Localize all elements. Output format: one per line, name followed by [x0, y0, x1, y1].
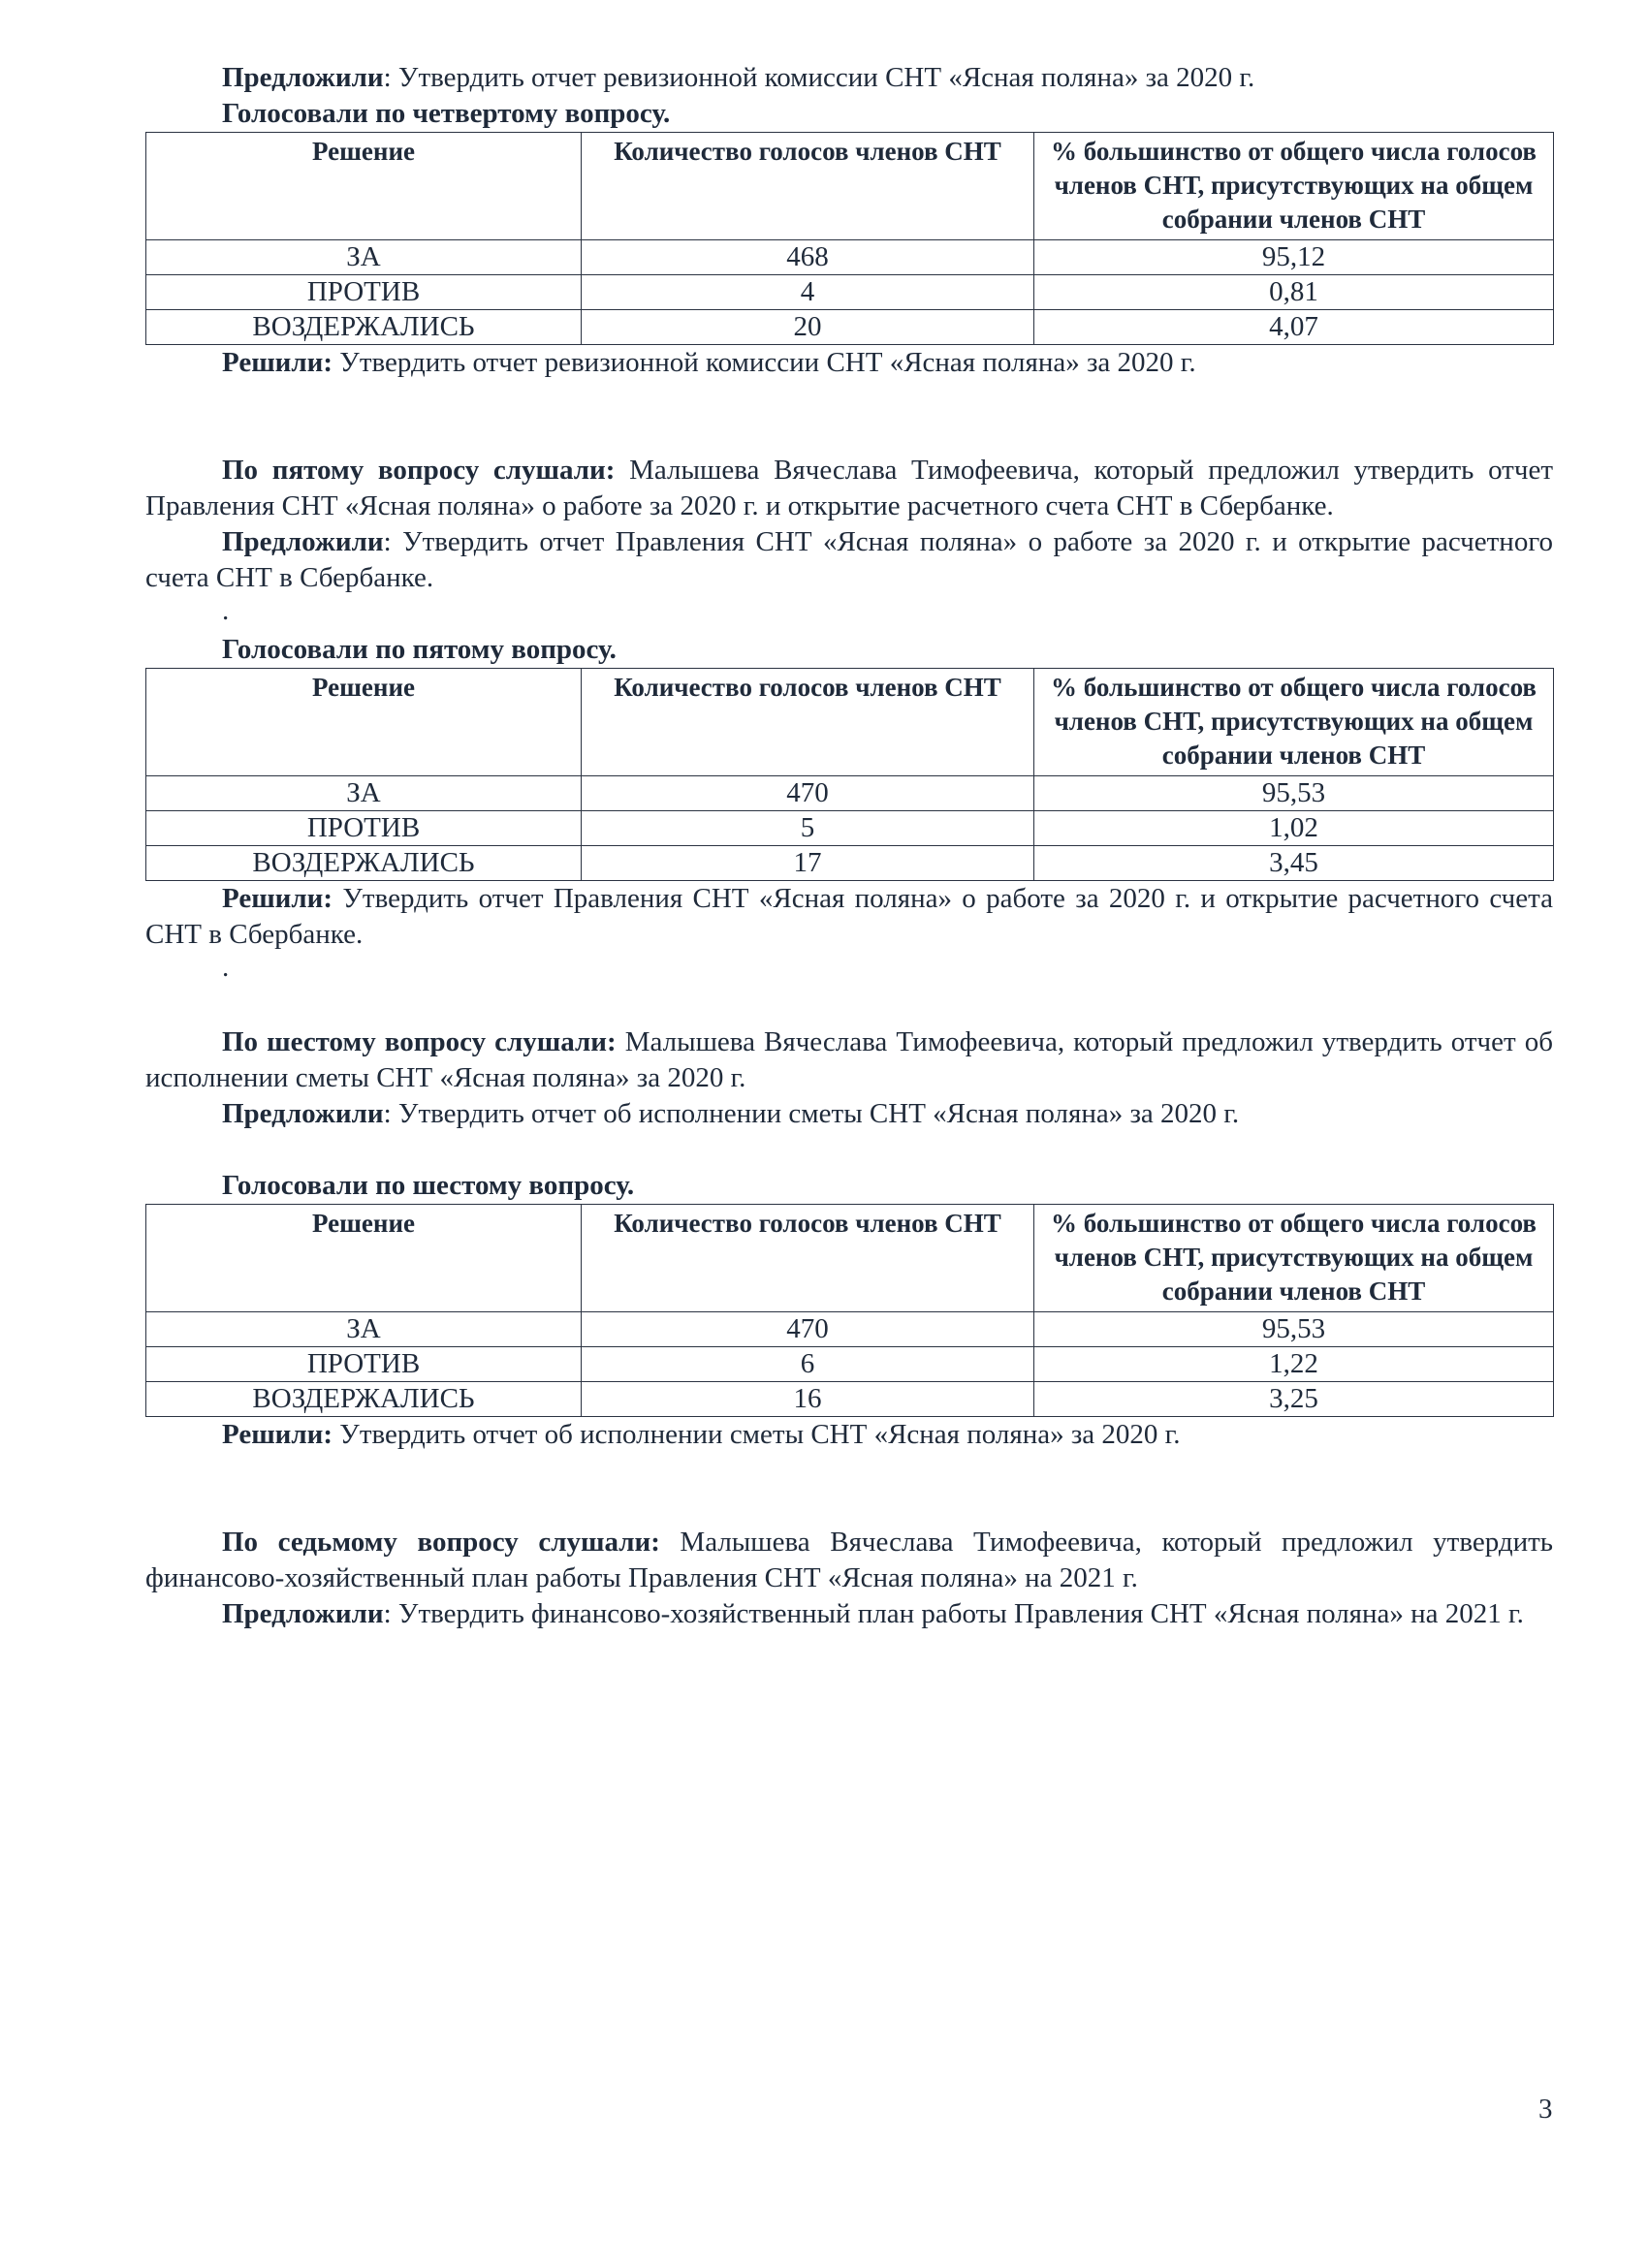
q5-dot-2: .: [222, 952, 230, 983]
q5-proposed-text: : Утвердить отчет Правления СНТ «Ясная поляна» о работе за 2020 г. и открытие расчетного счета СНТ в Сбербанке.: [145, 526, 1553, 593]
table-row: [146, 1382, 1554, 1417]
q6-heard-text: Малышева Вячеслава Тимофеевича, который предложил утвердить отчет об исполнении сметы СНТ «Ясная поляна» за 2020 г.: [145, 1026, 1553, 1093]
q5-vote-table: [145, 668, 1554, 881]
percent-against: 1,22: [1034, 1347, 1554, 1382]
q7-heard-label: По седьмому вопросу слушали:: [222, 1527, 660, 1558]
votes-for: 468: [582, 240, 1034, 275]
q4-proposed: [145, 60, 1553, 96]
q6-voted-heading: Голосовали по шестому вопросу.: [222, 1170, 635, 1201]
table-row: [146, 275, 1554, 310]
table-row: [146, 811, 1554, 846]
header-decision: Решение: [146, 1205, 582, 1312]
table-row: [146, 776, 1554, 811]
q5-decided-label: Решили:: [222, 883, 333, 914]
table-row: [146, 240, 1554, 275]
q6-decided: [145, 1417, 1553, 1453]
votes-against: 6: [582, 1347, 1034, 1382]
q4-decided: [145, 345, 1553, 381]
table-row: [146, 1347, 1554, 1382]
header-decision: Решение: [146, 669, 582, 776]
spacer: [145, 1132, 1553, 1168]
row-label-against: ПРОТИВ: [146, 811, 582, 846]
q5-heard-text: Малышева Вячеслава Тимофеевича, который предложил утвердить отчет Правления СНТ «Ясная поляна» о работе за 2020 г. и открытие расчетного счета СНТ в Сбербанке.: [145, 455, 1553, 521]
percent-for: 95,53: [1034, 776, 1554, 811]
row-label-for: ЗА: [146, 1312, 582, 1347]
q7-proposed-label: Предложили: [222, 1598, 384, 1629]
row-label-abstained: ВОЗДЕРЖАЛИСЬ: [146, 846, 582, 881]
q7-heard: [145, 1525, 1553, 1596]
q5-decided: [145, 881, 1553, 953]
header-percent: % большинство от общего числа голосов членов СНТ, присутствующих на общем собрании членов СНТ: [1034, 1205, 1554, 1312]
header-percent: % большинство от общего числа голосов членов СНТ, присутствующих на общем собрании членов СНТ: [1034, 133, 1554, 240]
table-header-row: [146, 669, 1554, 776]
q5-proposed: [145, 524, 1553, 596]
q6-heard: [145, 1024, 1553, 1096]
q4-decided-text: Утвердить отчет ревизионной комиссии СНТ «Ясная поляна» за 2020 г.: [333, 347, 1196, 378]
q4-proposed-text: : Утвердить отчет ревизионной комиссии СНТ «Ясная поляна» за 2020 г.: [383, 62, 1255, 93]
votes-against: 4: [582, 275, 1034, 310]
percent-for: 95,53: [1034, 1312, 1554, 1347]
q6-proposed-text: : Утвердить отчет об исполнении сметы СНТ «Ясная поляна» за 2020 г.: [383, 1098, 1240, 1129]
q6-proposed: [145, 1096, 1553, 1132]
q6-decided-text: Утвердить отчет об исполнении сметы СНТ «Ясная поляна» за 2020 г.: [333, 1419, 1181, 1450]
q6-vote-table: [145, 1204, 1554, 1417]
row-label-against: ПРОТИВ: [146, 1347, 582, 1382]
votes-for: 470: [582, 1312, 1034, 1347]
header-decision: Решение: [146, 133, 582, 240]
percent-abstained: 3,25: [1034, 1382, 1554, 1417]
q7-heard-text: Малышева Вячеслава Тимофеевича, который предложил утвердить финансово-хозяйственный план работы Правления СНТ «Ясная поляна» на 2021 г.: [145, 1527, 1553, 1593]
percent-against: 0,81: [1034, 275, 1554, 310]
q5-decided-text: Утвердить отчет Правления СНТ «Ясная поляна» о работе за 2020 г. и открытие расчетного счета СНТ в Сбербанке.: [145, 883, 1553, 950]
row-label-against: ПРОТИВ: [146, 275, 582, 310]
q7-proposed: [145, 1596, 1553, 1632]
row-label-abstained: ВОЗДЕРЖАЛИСЬ: [146, 1382, 582, 1417]
q4-vote-table: [145, 132, 1554, 345]
q5-dot: .: [222, 595, 230, 626]
percent-abstained: 3,45: [1034, 846, 1554, 881]
header-percent: % большинство от общего числа голосов членов СНТ, присутствующих на общем собрании членов СНТ: [1034, 669, 1554, 776]
q5-heard-label: По пятому вопросу слушали:: [222, 455, 616, 486]
spacer: [145, 381, 1553, 453]
spacer: [145, 1453, 1553, 1525]
table-header-row: [146, 1205, 1554, 1312]
row-label-abstained: ВОЗДЕРЖАЛИСЬ: [146, 310, 582, 345]
document-page: [145, 60, 1553, 1632]
row-label-for: ЗА: [146, 776, 582, 811]
q6-proposed-label: Предложили: [222, 1098, 384, 1129]
header-votes: Количество голосов членов СНТ: [582, 669, 1034, 776]
q4-decided-label: Решили:: [222, 347, 333, 378]
q5-voted-heading: Голосовали по пятому вопросу.: [222, 634, 617, 665]
votes-abstained: 16: [582, 1382, 1034, 1417]
table-header-row: [146, 133, 1554, 240]
percent-for: 95,12: [1034, 240, 1554, 275]
votes-abstained: 17: [582, 846, 1034, 881]
percent-against: 1,02: [1034, 811, 1554, 846]
header-votes: Количество голосов членов СНТ: [582, 133, 1034, 240]
q5-proposed-label: Предложили: [222, 526, 384, 557]
q4-proposed-label: Предложили: [222, 62, 384, 93]
q4-voted-heading: Голосовали по четвертому вопросу.: [222, 98, 671, 129]
q7-proposed-text: : Утвердить финансово-хозяйственный план работы Правления СНТ «Ясная поляна» на 2021 г.: [383, 1598, 1524, 1629]
table-row: [146, 846, 1554, 881]
header-votes: Количество голосов членов СНТ: [582, 1205, 1034, 1312]
votes-abstained: 20: [582, 310, 1034, 345]
q6-decided-label: Решили:: [222, 1419, 333, 1450]
row-label-for: ЗА: [146, 240, 582, 275]
q5-heard: [145, 453, 1553, 524]
votes-against: 5: [582, 811, 1034, 846]
votes-for: 470: [582, 776, 1034, 811]
percent-abstained: 4,07: [1034, 310, 1554, 345]
spacer: [145, 989, 1553, 1024]
table-row: [146, 310, 1554, 345]
page-number: 3: [1538, 2094, 1553, 2125]
table-row: [146, 1312, 1554, 1347]
q6-heard-label: По шестому вопросу слушали:: [222, 1026, 617, 1057]
